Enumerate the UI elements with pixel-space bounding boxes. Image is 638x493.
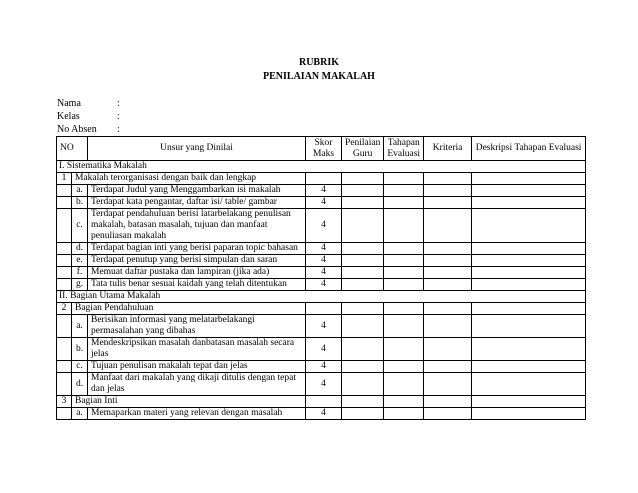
deskripsi-cell[interactable]	[472, 255, 586, 267]
criterion-text: Terdapat bagian inti yang berisi paparan topic bahasan	[88, 243, 306, 255]
criterion-text: Terdapat Judul yang Menggambarkan isi makalah	[88, 185, 306, 197]
criterion-text: Manfaat dari makalah yang dikaji ditulis dengan tepat dan jelas	[88, 373, 306, 396]
skor-maks-value: 4	[306, 255, 342, 267]
criterion-row	[57, 338, 586, 361]
skor-cell	[306, 303, 342, 315]
header-unsur: Unsur yang Dinilai	[88, 137, 306, 161]
criterion-row	[57, 373, 586, 396]
deskripsi-cell[interactable]	[472, 267, 586, 279]
criterion-letter: f.	[72, 267, 88, 279]
no-cell	[57, 279, 72, 291]
criterion-letter: b.	[72, 197, 88, 209]
group-number: 1	[57, 173, 72, 185]
section-row	[57, 161, 586, 173]
no-cell	[57, 408, 72, 420]
skor-maks-value: 4	[306, 408, 342, 420]
header-tahapan: Tahapan Evaluasi	[384, 137, 424, 161]
penilaian-cell[interactable]	[342, 373, 384, 396]
rubric-table	[56, 136, 586, 420]
deskripsi-cell[interactable]	[472, 373, 586, 396]
deskripsi-cell[interactable]	[472, 209, 586, 243]
criterion-text: Tujuan penulisan makalah tepat dan jelas	[88, 361, 306, 373]
section-row	[57, 291, 586, 303]
skor-maks-value: 4	[306, 243, 342, 255]
criterion-text: Memuat daftar pustaka dan lampiran (jika ada)	[88, 267, 306, 279]
skor-maks-value: 4	[306, 209, 342, 243]
penilaian-cell[interactable]	[342, 361, 384, 373]
criterion-letter: d.	[72, 373, 88, 396]
info-label: Kelas	[57, 111, 80, 122]
skor-maks-value: 4	[306, 267, 342, 279]
info-nama	[57, 97, 120, 110]
group-row	[57, 303, 586, 315]
skor-maks-value: 4	[306, 197, 342, 209]
kriteria-cell[interactable]	[424, 361, 472, 373]
deskripsi-cell[interactable]	[472, 408, 586, 420]
header-penilaian: Penilaian Guru	[342, 137, 384, 161]
tahapan-cell[interactable]	[384, 185, 424, 197]
deskripsi-cell[interactable]	[472, 185, 586, 197]
criterion-row	[57, 255, 586, 267]
criterion-text: Terdapat kata pengantar, daftar isi/ table/ gambar	[88, 197, 306, 209]
criterion-letter: b.	[72, 338, 88, 361]
criterion-letter: a.	[72, 185, 88, 197]
criterion-row	[57, 408, 586, 420]
no-cell	[57, 361, 72, 373]
penilaian-cell	[342, 303, 384, 315]
skor-cell	[306, 396, 342, 408]
criterion-text: Terdapat penutup yang berisi simpulan dan saran	[88, 255, 306, 267]
no-cell	[57, 197, 72, 209]
tahapan-cell	[384, 303, 424, 315]
info-label: No Absen	[57, 124, 97, 135]
skor-maks-value: 4	[306, 373, 342, 396]
deskripsi-cell	[472, 303, 586, 315]
tahapan-cell[interactable]	[384, 267, 424, 279]
criterion-row	[57, 243, 586, 255]
deskripsi-cell[interactable]	[472, 243, 586, 255]
section-title: II. Bagian Utama Makalah	[57, 291, 586, 303]
deskripsi-cell[interactable]	[472, 361, 586, 373]
tahapan-cell[interactable]	[384, 279, 424, 291]
kriteria-cell[interactable]	[424, 197, 472, 209]
section-title: I. Sistematika Makalah	[57, 161, 586, 173]
tahapan-cell[interactable]	[384, 408, 424, 420]
info-separator: :	[117, 98, 120, 109]
no-cell	[57, 243, 72, 255]
kriteria-cell[interactable]	[424, 267, 472, 279]
skor-maks-value: 4	[306, 338, 342, 361]
deskripsi-cell[interactable]	[472, 315, 586, 338]
criterion-letter: a.	[72, 315, 88, 338]
tahapan-cell[interactable]	[384, 361, 424, 373]
deskripsi-cell[interactable]	[472, 197, 586, 209]
criterion-row	[57, 315, 586, 338]
tahapan-cell	[384, 173, 424, 185]
criterion-letter: g.	[72, 279, 88, 291]
info-no-absen	[57, 123, 120, 136]
kriteria-cell[interactable]	[424, 255, 472, 267]
group-title: Bagian Pendahuluan	[72, 303, 306, 315]
kriteria-cell[interactable]	[424, 209, 472, 243]
no-cell	[57, 267, 72, 279]
tahapan-cell[interactable]	[384, 209, 424, 243]
kriteria-cell[interactable]	[424, 373, 472, 396]
criterion-text: Memaparkan materi yang relevan dengan masalah	[88, 408, 306, 420]
penilaian-cell	[342, 173, 384, 185]
penilaian-cell[interactable]	[342, 209, 384, 243]
skor-maks-value: 4	[306, 361, 342, 373]
info-separator: :	[117, 111, 120, 122]
tahapan-cell[interactable]	[384, 243, 424, 255]
tahapan-cell[interactable]	[384, 315, 424, 338]
criterion-letter: d.	[72, 243, 88, 255]
criterion-row	[57, 267, 586, 279]
no-cell	[57, 255, 72, 267]
criterion-row	[57, 185, 586, 197]
no-cell	[57, 338, 72, 361]
criterion-letter: c.	[72, 361, 88, 373]
penilaian-cell[interactable]	[342, 267, 384, 279]
tahapan-cell[interactable]	[384, 255, 424, 267]
document-subtitle: PENILAIAN MAKALAH	[263, 71, 375, 82]
skor-maks-value: 4	[306, 279, 342, 291]
criterion-row	[57, 209, 586, 243]
kriteria-cell	[424, 396, 472, 408]
penilaian-cell[interactable]	[342, 185, 384, 197]
criterion-text: Mendeskripsikan masalah danbatasan masalah secara jelas	[88, 338, 306, 361]
no-cell	[57, 209, 72, 243]
info-label: Nama	[57, 98, 81, 109]
group-number: 3	[57, 396, 72, 408]
group-title: Makalah terorganisasi dengan baik dan lengkap	[72, 173, 306, 185]
kriteria-cell	[424, 173, 472, 185]
header-skor: Skor Maks	[306, 137, 342, 161]
deskripsi-cell[interactable]	[472, 279, 586, 291]
document-title: RUBRIK	[298, 57, 339, 68]
info-separator: :	[117, 124, 120, 135]
skor-cell	[306, 173, 342, 185]
tahapan-cell	[384, 396, 424, 408]
kriteria-cell[interactable]	[424, 243, 472, 255]
criterion-text: Berisikan informasi yang melatarbelakangi permasalahan yang dibahas	[88, 315, 306, 338]
criterion-letter: e.	[72, 255, 88, 267]
tahapan-cell[interactable]	[384, 373, 424, 396]
kriteria-cell[interactable]	[424, 408, 472, 420]
deskripsi-cell	[472, 173, 586, 185]
criterion-letter: c.	[72, 209, 88, 243]
penilaian-cell	[342, 396, 384, 408]
penilaian-cell[interactable]	[342, 315, 384, 338]
criterion-text: Terdapat pendahuluan berisi latarbelakang penulisan makalah, batasan masalah, tujuan dan manfaat penuliasan makalah	[88, 209, 306, 243]
rubric-body	[57, 161, 586, 420]
tahapan-cell[interactable]	[384, 197, 424, 209]
group-title: Bagian Inti	[72, 396, 306, 408]
skor-maks-value: 4	[306, 185, 342, 197]
kriteria-cell[interactable]	[424, 338, 472, 361]
group-number: 2	[57, 303, 72, 315]
header-no: NO	[57, 137, 88, 161]
kriteria-cell[interactable]	[424, 279, 472, 291]
criterion-row	[57, 197, 586, 209]
no-cell	[57, 185, 72, 197]
group-row	[57, 396, 586, 408]
penilaian-cell[interactable]	[342, 255, 384, 267]
criterion-text: Tata tulis benar sesuai kaidah yang telah ditentukan	[88, 279, 306, 291]
group-row	[57, 173, 586, 185]
kriteria-cell	[424, 303, 472, 315]
penilaian-cell[interactable]	[342, 197, 384, 209]
criterion-row	[57, 361, 586, 373]
criterion-row	[57, 279, 586, 291]
kriteria-cell[interactable]	[424, 185, 472, 197]
skor-maks-value: 4	[306, 315, 342, 338]
penilaian-cell[interactable]	[342, 243, 384, 255]
penilaian-cell[interactable]	[342, 408, 384, 420]
header-deskripsi: Deskripsi Tahapan Evaluasi	[472, 137, 586, 161]
tahapan-cell[interactable]	[384, 338, 424, 361]
deskripsi-cell[interactable]	[472, 338, 586, 361]
penilaian-cell[interactable]	[342, 279, 384, 291]
penilaian-cell[interactable]	[342, 338, 384, 361]
criterion-letter: a.	[72, 408, 88, 420]
no-cell	[57, 315, 72, 338]
info-kelas	[57, 110, 120, 123]
deskripsi-cell	[472, 396, 586, 408]
kriteria-cell[interactable]	[424, 315, 472, 338]
header-row	[57, 137, 586, 161]
header-kriteria: Kriteria	[424, 137, 472, 161]
no-cell	[57, 373, 72, 396]
